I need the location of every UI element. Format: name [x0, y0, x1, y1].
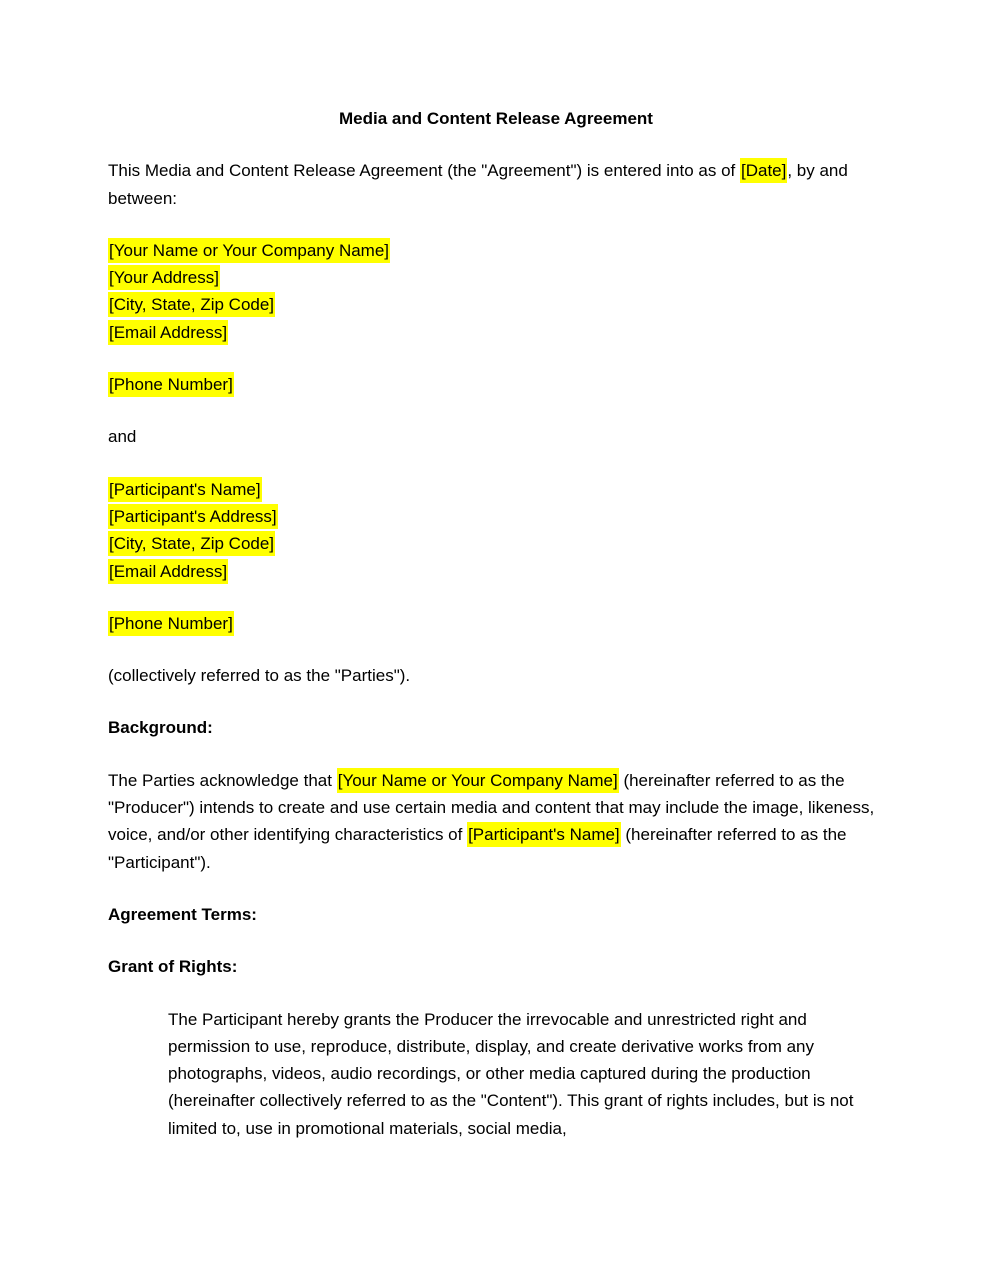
address-line	[108, 476, 884, 503]
text-run: This Media and Content Release Agreement (the "Agreement") is entered into as of	[108, 161, 740, 181]
intro-paragraph	[108, 157, 884, 212]
background-heading: Background:	[108, 718, 213, 738]
address-line	[108, 319, 884, 346]
document-title: Media and Content Release Agreement	[339, 109, 653, 128]
placeholder-highlight: [Email Address]	[108, 320, 228, 345]
text-run: (hereinafter referred to as the "Producer") intends to create and use certain media and content that may include the image, likeness, voice, and/or other identifying characteristics of	[108, 770, 875, 845]
participant-address-block	[108, 476, 884, 585]
text-run: (hereinafter referred to as the "Participant").	[108, 825, 847, 872]
placeholder-highlight: [Phone Number]	[108, 372, 234, 397]
placeholder-highlight: [Participant's Address]	[108, 504, 278, 529]
address-line	[108, 291, 884, 318]
placeholder-highlight: [City, State, Zip Code]	[108, 531, 275, 556]
placeholder-highlight: [Email Address]	[108, 559, 228, 584]
and-connector: and	[108, 427, 137, 447]
producer-phone-line	[108, 371, 884, 398]
agreement-terms-heading: Agreement Terms:	[108, 904, 257, 924]
placeholder-highlight: [City, State, Zip Code]	[108, 292, 275, 317]
placeholder-highlight: [Your Address]	[108, 265, 220, 290]
placeholder-highlight: [Your Name or Your Company Name]	[337, 768, 619, 793]
participant-phone-line	[108, 610, 884, 637]
address-line	[108, 237, 884, 264]
placeholder-highlight: [Participant's Name]	[467, 822, 621, 847]
grant-paragraph: The Participant hereby grants the Producer the irrevocable and unrestricted right and permission to use, reproduce, distribute, display, and create derivative works from any photographs, videos, audio recordings, or other media captured during the production (hereinafter collectively referred to as the "Content"). This grant of rights includes, but is not limited to, use in promotional materials, social media,	[168, 1009, 854, 1138]
producer-address-block	[108, 237, 884, 346]
address-line	[108, 503, 884, 530]
address-line	[108, 558, 884, 585]
placeholder-highlight: [Your Name or Your Company Name]	[108, 238, 390, 263]
address-line	[108, 264, 884, 291]
text-run: , by and between:	[108, 161, 848, 208]
placeholder-highlight: [Date]	[740, 158, 787, 183]
parties-line: (collectively referred to as the "Parties").	[108, 666, 411, 686]
address-line	[108, 530, 884, 557]
grant-of-rights-heading: Grant of Rights:	[108, 957, 238, 977]
text-run: The Parties acknowledge that	[108, 770, 337, 790]
placeholder-highlight: [Phone Number]	[108, 611, 234, 636]
placeholder-highlight: [Participant's Name]	[108, 477, 262, 502]
background-paragraph	[108, 767, 884, 876]
